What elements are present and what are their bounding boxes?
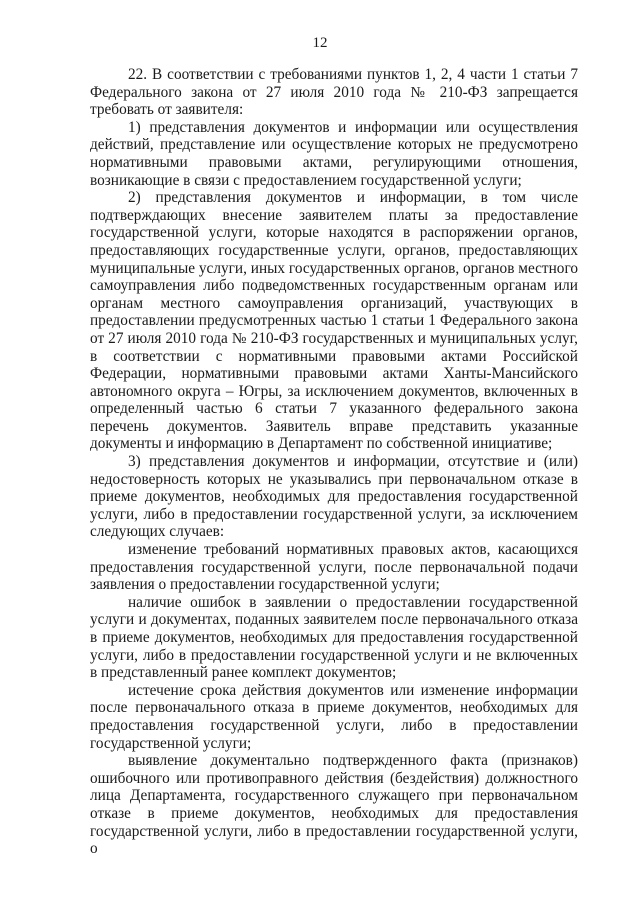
paragraph-exception-4: выявление документально подтвержденного факта (признаков) ошибочного или противоправного действия (бездействия) должностного лица Департамента, государственного служащего при первоначальном отказе в приеме документов, необходимых для предоставления государственной услуги, либо в предоставлении государственной услуги, о <box>90 752 578 858</box>
paragraph-exception-1: изменение требований нормативных правовых актов, касающихся предоставления государственной услуги, после первоначальной подачи заявления о предоставлении государственной услуги; <box>90 541 578 594</box>
paragraph-22-intro: 22. В соответствии с требованиями пунктов 1, 2, 4 части 1 статьи 7 Федерального закона от 27 июля 2010 года № 210-ФЗ запрещается требовать от заявителя: <box>90 66 578 119</box>
paragraph-exception-3: истечение срока действия документов или изменение информации после первоначального отказа в приеме документов, необходимых для предоставления государственной услуги, либо в предоставлении государственной услуги; <box>90 681 578 752</box>
paragraph-exception-2: наличие ошибок в заявлении о предоставлении государственной услуги и документах, поданных заявителем после первоначального отказа в приеме документов, необходимых для предоставления государственной услуги, либо в предоставлении государственной услуги и не включенных в представленный ранее комплект документов; <box>90 593 578 682</box>
page-number: 12 <box>312 35 328 51</box>
paragraph-item-2: 2) представления документов и информации, в том числе подтверждающих внесение заявителем платы за предоставление государственной услуги, которые находятся в распоряжении органов, предоставляющих государственные услуги, органов, предоставляющих муниципальные услуги, иных государственных органов, органов местного самоуправления либо подведомственных государственным органам или органам местного самоуправления организаций, участвующих в предоставлении предусмотренных частью 1 статьи 1 Федерального закона от 27 июля 2010 года № 210-ФЗ государственных и муниципальных услуг, в соответствии с нормативными правовыми актами Российской Федерации, нормативными правовыми актами Ханты-Мансийского автономного округа – Югры, за исключением документов, включенных в определенный частью 6 статьи 7 указанного федерального закона перечень документов. Заявитель вправе представить указанные документы и информацию в Департамент по собственной инициативе; <box>90 189 578 453</box>
paragraph-item-3: 3) представления документов и информации, отсутствие и (или) недостоверность которых не указывались при первоначальном отказе в приеме документов, необходимых для предоставления государственной услуги, либо в предоставлении государственной услуги, за исключением следующих случаев: <box>90 453 578 541</box>
document-body <box>90 66 578 858</box>
paragraph-item-1: 1) представления документов и информации или осуществления действий, представление или осуществление которых не предусмотрено нормативными правовыми актами, регулирующими отношения, возникающие в связи с предоставлением государственной услуги; <box>90 118 578 189</box>
